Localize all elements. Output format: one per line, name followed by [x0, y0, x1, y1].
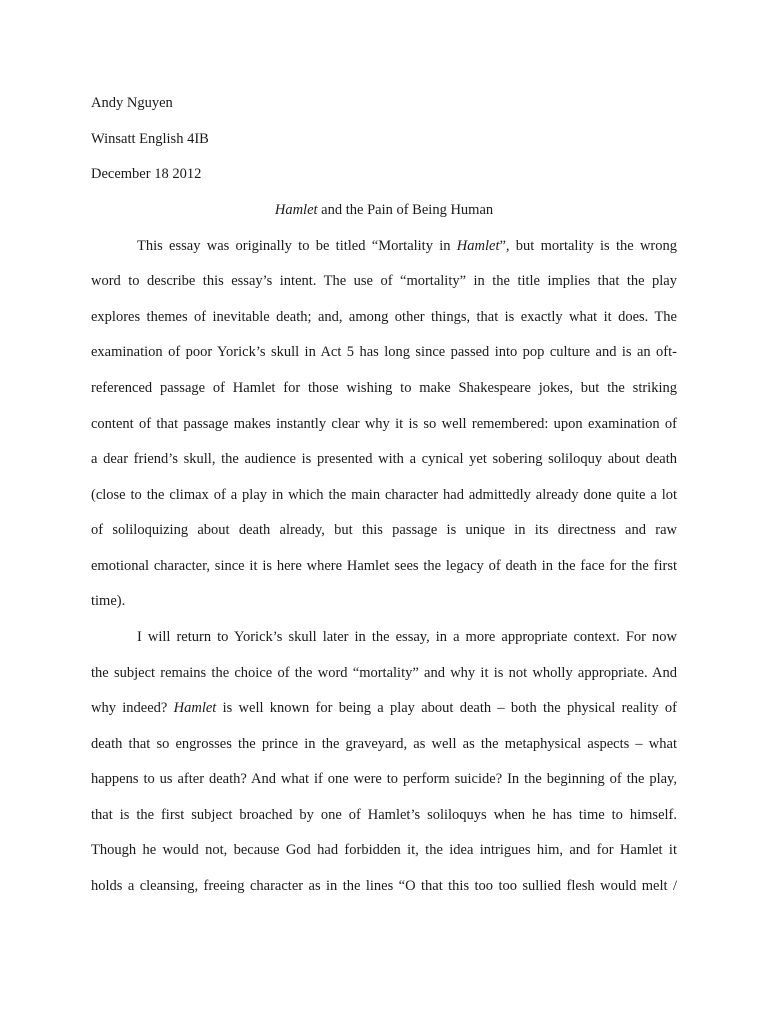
paragraph-1-line-1: [137, 236, 677, 256]
essay-title: [0, 200, 768, 220]
paragraph-1-line-3: explores themes of inevitable death; and, among other things, that is exactly what it does. The: [91, 309, 677, 325]
paragraph-2-line-8: holds a cleansing, freeing character as in the lines “O that this too too sullied flesh would melt /: [91, 878, 677, 894]
paragraph-2-line-4: death that so engrosses the prince in the graveyard, as well as the metaphysical aspects – what: [91, 736, 677, 752]
paragraph-1-line-2: word to describe this essay’s intent. The use of “mortality” in the title implies that the play: [91, 273, 677, 289]
paragraph-2-line-7: Though he would not, because God had forbidden it, the idea intrigues him, and for Hamlet it: [91, 842, 677, 858]
author-name: Andy Nguyen: [91, 95, 173, 111]
italic-run: Hamlet: [456, 238, 500, 254]
paragraph-1-line-10: emotional character, since it is here where Hamlet sees the legacy of death in the face for the first: [91, 558, 677, 574]
essay-date: December 18 2012: [91, 166, 202, 182]
paragraph-1-line-6: content of that passage makes instantly clear why it is so well remembered: upon examination of: [91, 416, 677, 432]
paragraph-1-line-4: examination of poor Yorick’s skull in Act 5 has long since passed into pop culture and is an oft-: [91, 344, 677, 360]
text-run: This essay was originally to be titled “Mortality in: [137, 238, 457, 254]
paragraph-1-line-5: referenced passage of Hamlet for those wishing to make Shakespeare jokes, but the striking: [91, 380, 677, 396]
paragraph-2-line-1: I will return to Yorick’s skull later in the essay, in a more appropriate context. For now: [137, 629, 677, 645]
paragraph-2-line-3: [91, 698, 677, 718]
course-name: Winsatt English 4IB: [91, 131, 209, 147]
text-run: is well known for being a play about death – both the physical reality of: [216, 700, 677, 716]
paragraph-2-line-6: that is the first subject broached by one of Hamlet’s soliloquys when he has time to himself.: [91, 807, 677, 823]
paragraph-2-line-5: happens to us after death? And what if one were to perform suicide? In the beginning of the play,: [91, 771, 677, 787]
paragraph-1-line-7: a dear friend’s skull, the audience is presented with a cynical yet sobering soliloquy about death: [91, 451, 677, 467]
paragraph-1-line-8: (close to the climax of a play in which the main character had admittedly already done quite a lot: [91, 487, 677, 503]
italic-run: Hamlet: [173, 700, 217, 716]
text-run: why indeed?: [91, 700, 174, 716]
essay-title-italic: Hamlet: [274, 202, 318, 218]
paragraph-1-line-11: time).: [91, 593, 126, 609]
essay-title-rest: and the Pain of Being Human: [317, 202, 494, 218]
text-run: ”, but mortality is the wrong: [499, 238, 677, 254]
paragraph-2-line-2: the subject remains the choice of the word “mortality” and why it is not wholly appropriate. And: [91, 665, 677, 681]
paragraph-1-line-9: of soliloquizing about death already, but this passage is unique in its directness and raw: [91, 522, 677, 538]
